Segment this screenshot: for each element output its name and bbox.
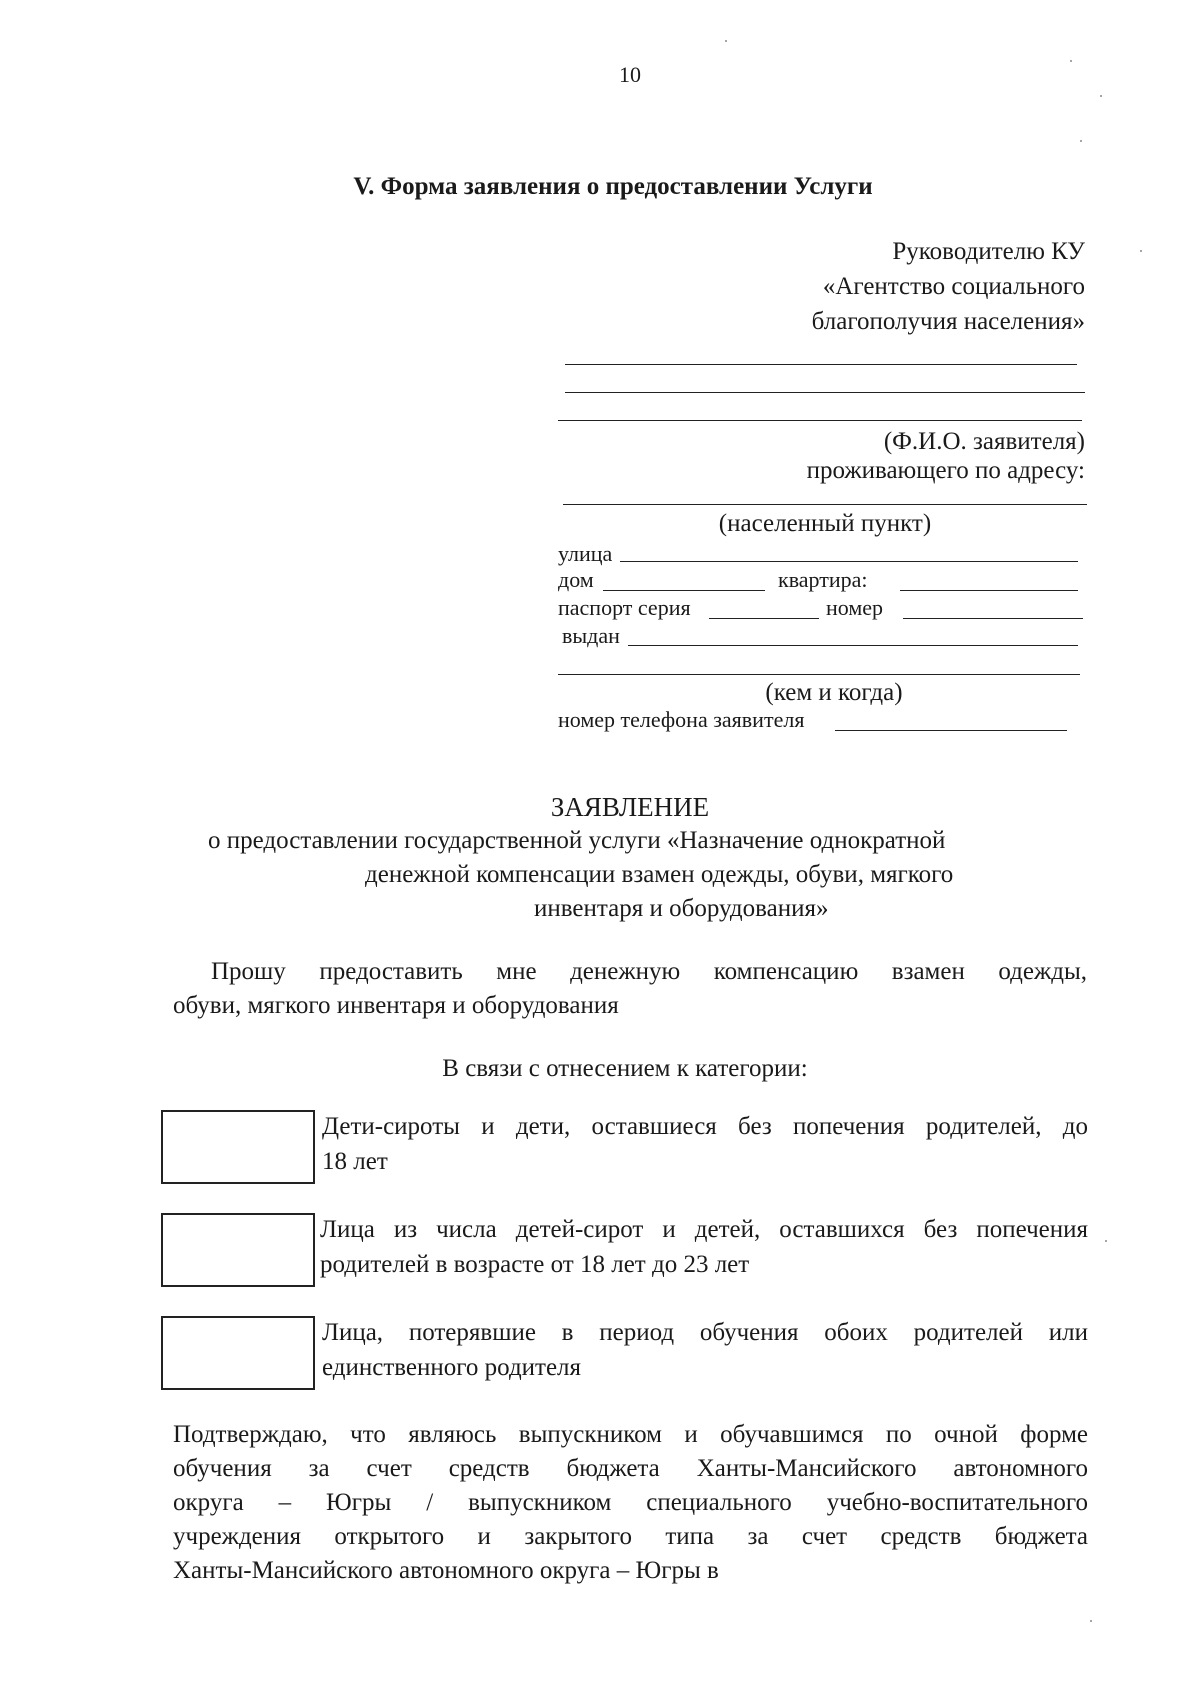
category-text-line-2: единственного родителя [322,1354,582,1381]
confirmation-line-3: округа – Югры / выпускником специального учебно-воспитательного [173,1489,1088,1516]
category-text-line-2: 18 лет [322,1148,388,1175]
section-heading: V. Форма заявления о предоставлении Услуги [353,173,873,200]
confirmation-line-2: обучения за счет средств бюджета Ханты-Мансийского автономного [173,1455,1088,1482]
passport-number-field[interactable] [903,618,1083,619]
residing-label: проживающего по адресу: [806,457,1085,484]
scan-speck [1100,95,1102,97]
category-intro: В связи с отнесением к категории: [442,1055,808,1082]
confirmation-line-5: Ханты-Мансийского автономного округа – Югры в [173,1557,719,1584]
fio-caption: (Ф.И.О. заявителя) [883,428,1085,455]
apartment-label: квартира: [778,567,868,592]
category-checkbox-orphans[interactable] [161,1110,315,1184]
issued-field[interactable] [628,645,1078,646]
phone-label: номер телефона заявителя [558,707,805,732]
locality-caption: (населенный пункт) [718,510,932,537]
passport-series-label: паспорт серия [558,595,691,620]
application-subtitle-line-2: денежной компенсации взамен одежды, обуви, мягкого [365,861,954,888]
confirmation-line-1: Подтверждаю, что являюсь выпускником и обучавшимся по очной форме [173,1421,1088,1448]
phone-field[interactable] [835,730,1067,731]
scan-speck [725,40,727,42]
category-checkbox-lost-parents[interactable] [161,1316,315,1390]
request-line-2: обуви, мягкого инвентаря и оборудования [173,992,619,1019]
category-text-line-1: Лица из числа детей-сирот и детей, оставшихся без попечения [320,1216,1088,1243]
issued-field[interactable] [558,674,1080,675]
applicant-name-field[interactable] [565,392,1085,393]
street-field[interactable] [620,561,1078,562]
house-field[interactable] [603,590,765,591]
locality-field[interactable] [563,504,1087,505]
category-checkbox-former-orphans[interactable] [161,1213,315,1287]
applicant-name-field[interactable] [558,420,1082,421]
category-text-line-1: Дети-сироты и дети, оставшиеся без попечения родителей, до [322,1113,1088,1140]
page-number: 10 [619,62,641,87]
scan-speck [1090,1620,1092,1622]
request-line-1: Прошу предоставить мне денежную компенсацию взамен одежды, [211,958,1087,985]
street-label: улица [558,541,613,566]
passport-series-field[interactable] [709,618,819,619]
scan-speck [1105,1240,1107,1242]
scan-speck [1140,250,1142,252]
confirmation-line-4: учреждения открытого и закрытого типа за счет средств бюджета [173,1523,1088,1550]
application-subtitle-line-1: о предоставлении государственной услуги «Назначение однократной [208,827,946,854]
house-label: дом [558,567,594,592]
addressee-line-1: Руководителю КУ [892,238,1085,265]
scan-speck [1080,140,1082,142]
applicant-name-field[interactable] [565,364,1077,365]
issued-caption: (кем и когда) [765,679,903,706]
category-text-line-1: Лица, потерявшие в период обучения обоих родителей или [322,1319,1088,1346]
addressee-line-3: благополучия населения» [811,308,1085,335]
category-text-line-2: родителей в возрасте от 18 лет до 23 лет [320,1251,750,1278]
application-subtitle-line-3: инвентаря и оборудования» [534,895,829,922]
scan-speck [1070,60,1072,62]
addressee-line-2: «Агентство социального [822,273,1085,300]
issued-label: выдан [562,623,620,648]
application-title: ЗАЯВЛЕНИЕ [550,792,710,822]
apartment-field[interactable] [900,590,1078,591]
passport-number-label: номер [826,595,884,620]
